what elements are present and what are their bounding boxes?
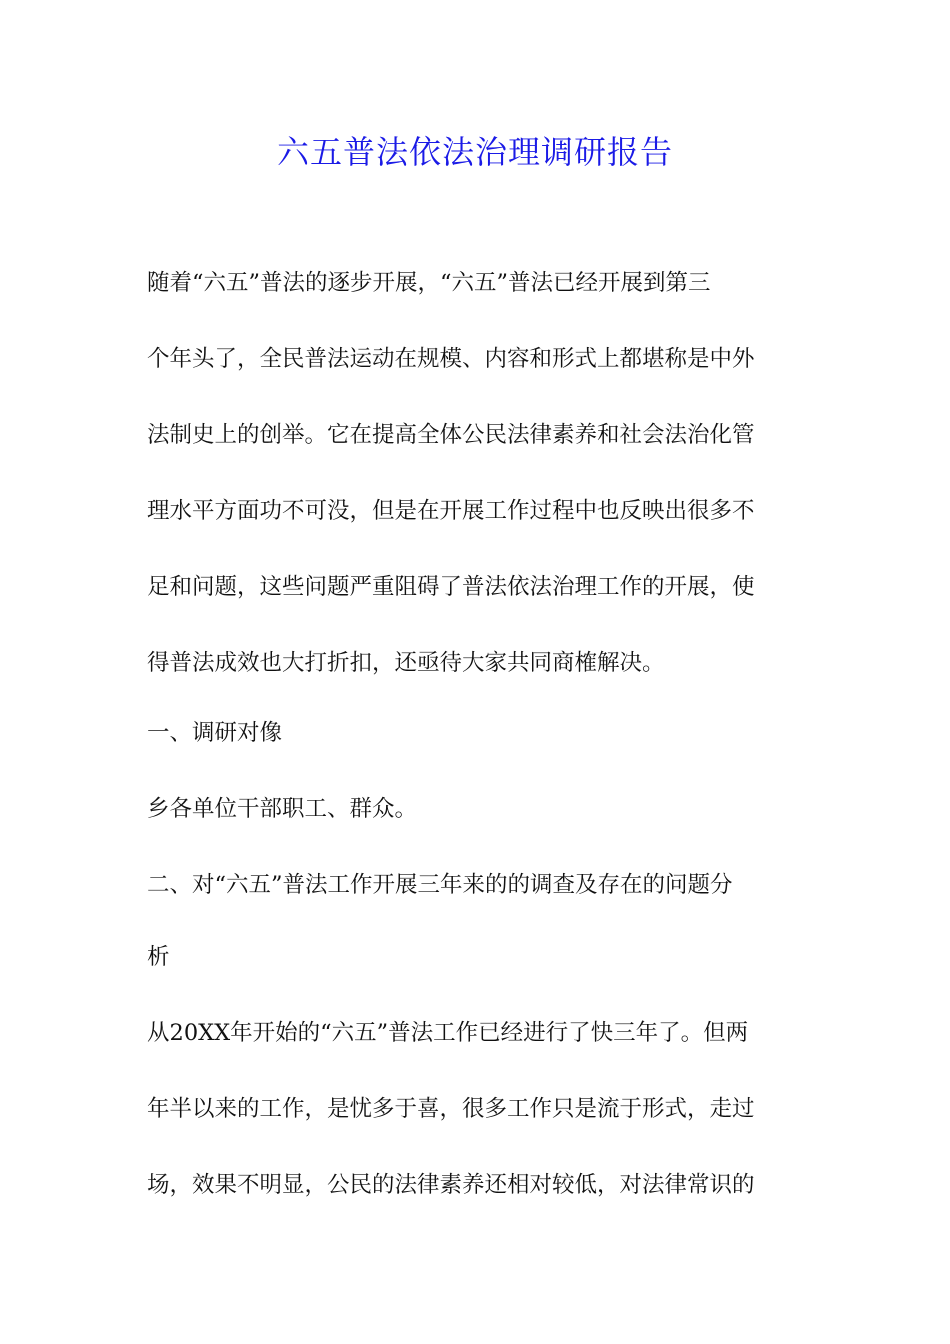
body-line-4: 理水平方面功不可没，但是在开展工作过程中也反映出很多不 — [147, 498, 755, 524]
body-line-9: 年半以来的工作，是忧多于喜，很多工作只是流于形式，走过 — [147, 1096, 755, 1122]
body-line-1: 随着“六五”普法的逐步开展，“六五”普法已经开展到第三 — [147, 270, 711, 296]
body-line-6: 得普法成效也大打折扣，还亟待大家共同商榷解决。 — [147, 650, 665, 676]
body-line-3: 法制史上的创举。它在提高全体公民法律素养和社会法治化管 — [147, 422, 755, 448]
section-heading-1: 一、调研对像 — [147, 720, 283, 746]
body-line-2: 个年头了，全民普法运动在规模、内容和形式上都堪称是中外 — [147, 346, 755, 372]
body-line-5: 足和问题，这些问题严重阻碍了普法依法治理工作的开展，使 — [147, 574, 755, 600]
section-heading-2: 二、对“六五”普法工作开展三年来的的调查及存在的问题分 — [147, 872, 733, 898]
body-line-10: 场，效果不明显，公民的法律素养还相对较低，对法律常识的 — [147, 1172, 755, 1198]
body-line-7: 乡各单位干部职工、群众。 — [147, 796, 418, 822]
section-heading-2-continued: 析 — [147, 944, 170, 970]
document-title: 六五普法依法治理调研报告 — [276, 133, 673, 171]
body-line-8: 从20XX年开始的“六五”普法工作已经进行了快三年了。但两 — [147, 1020, 749, 1046]
